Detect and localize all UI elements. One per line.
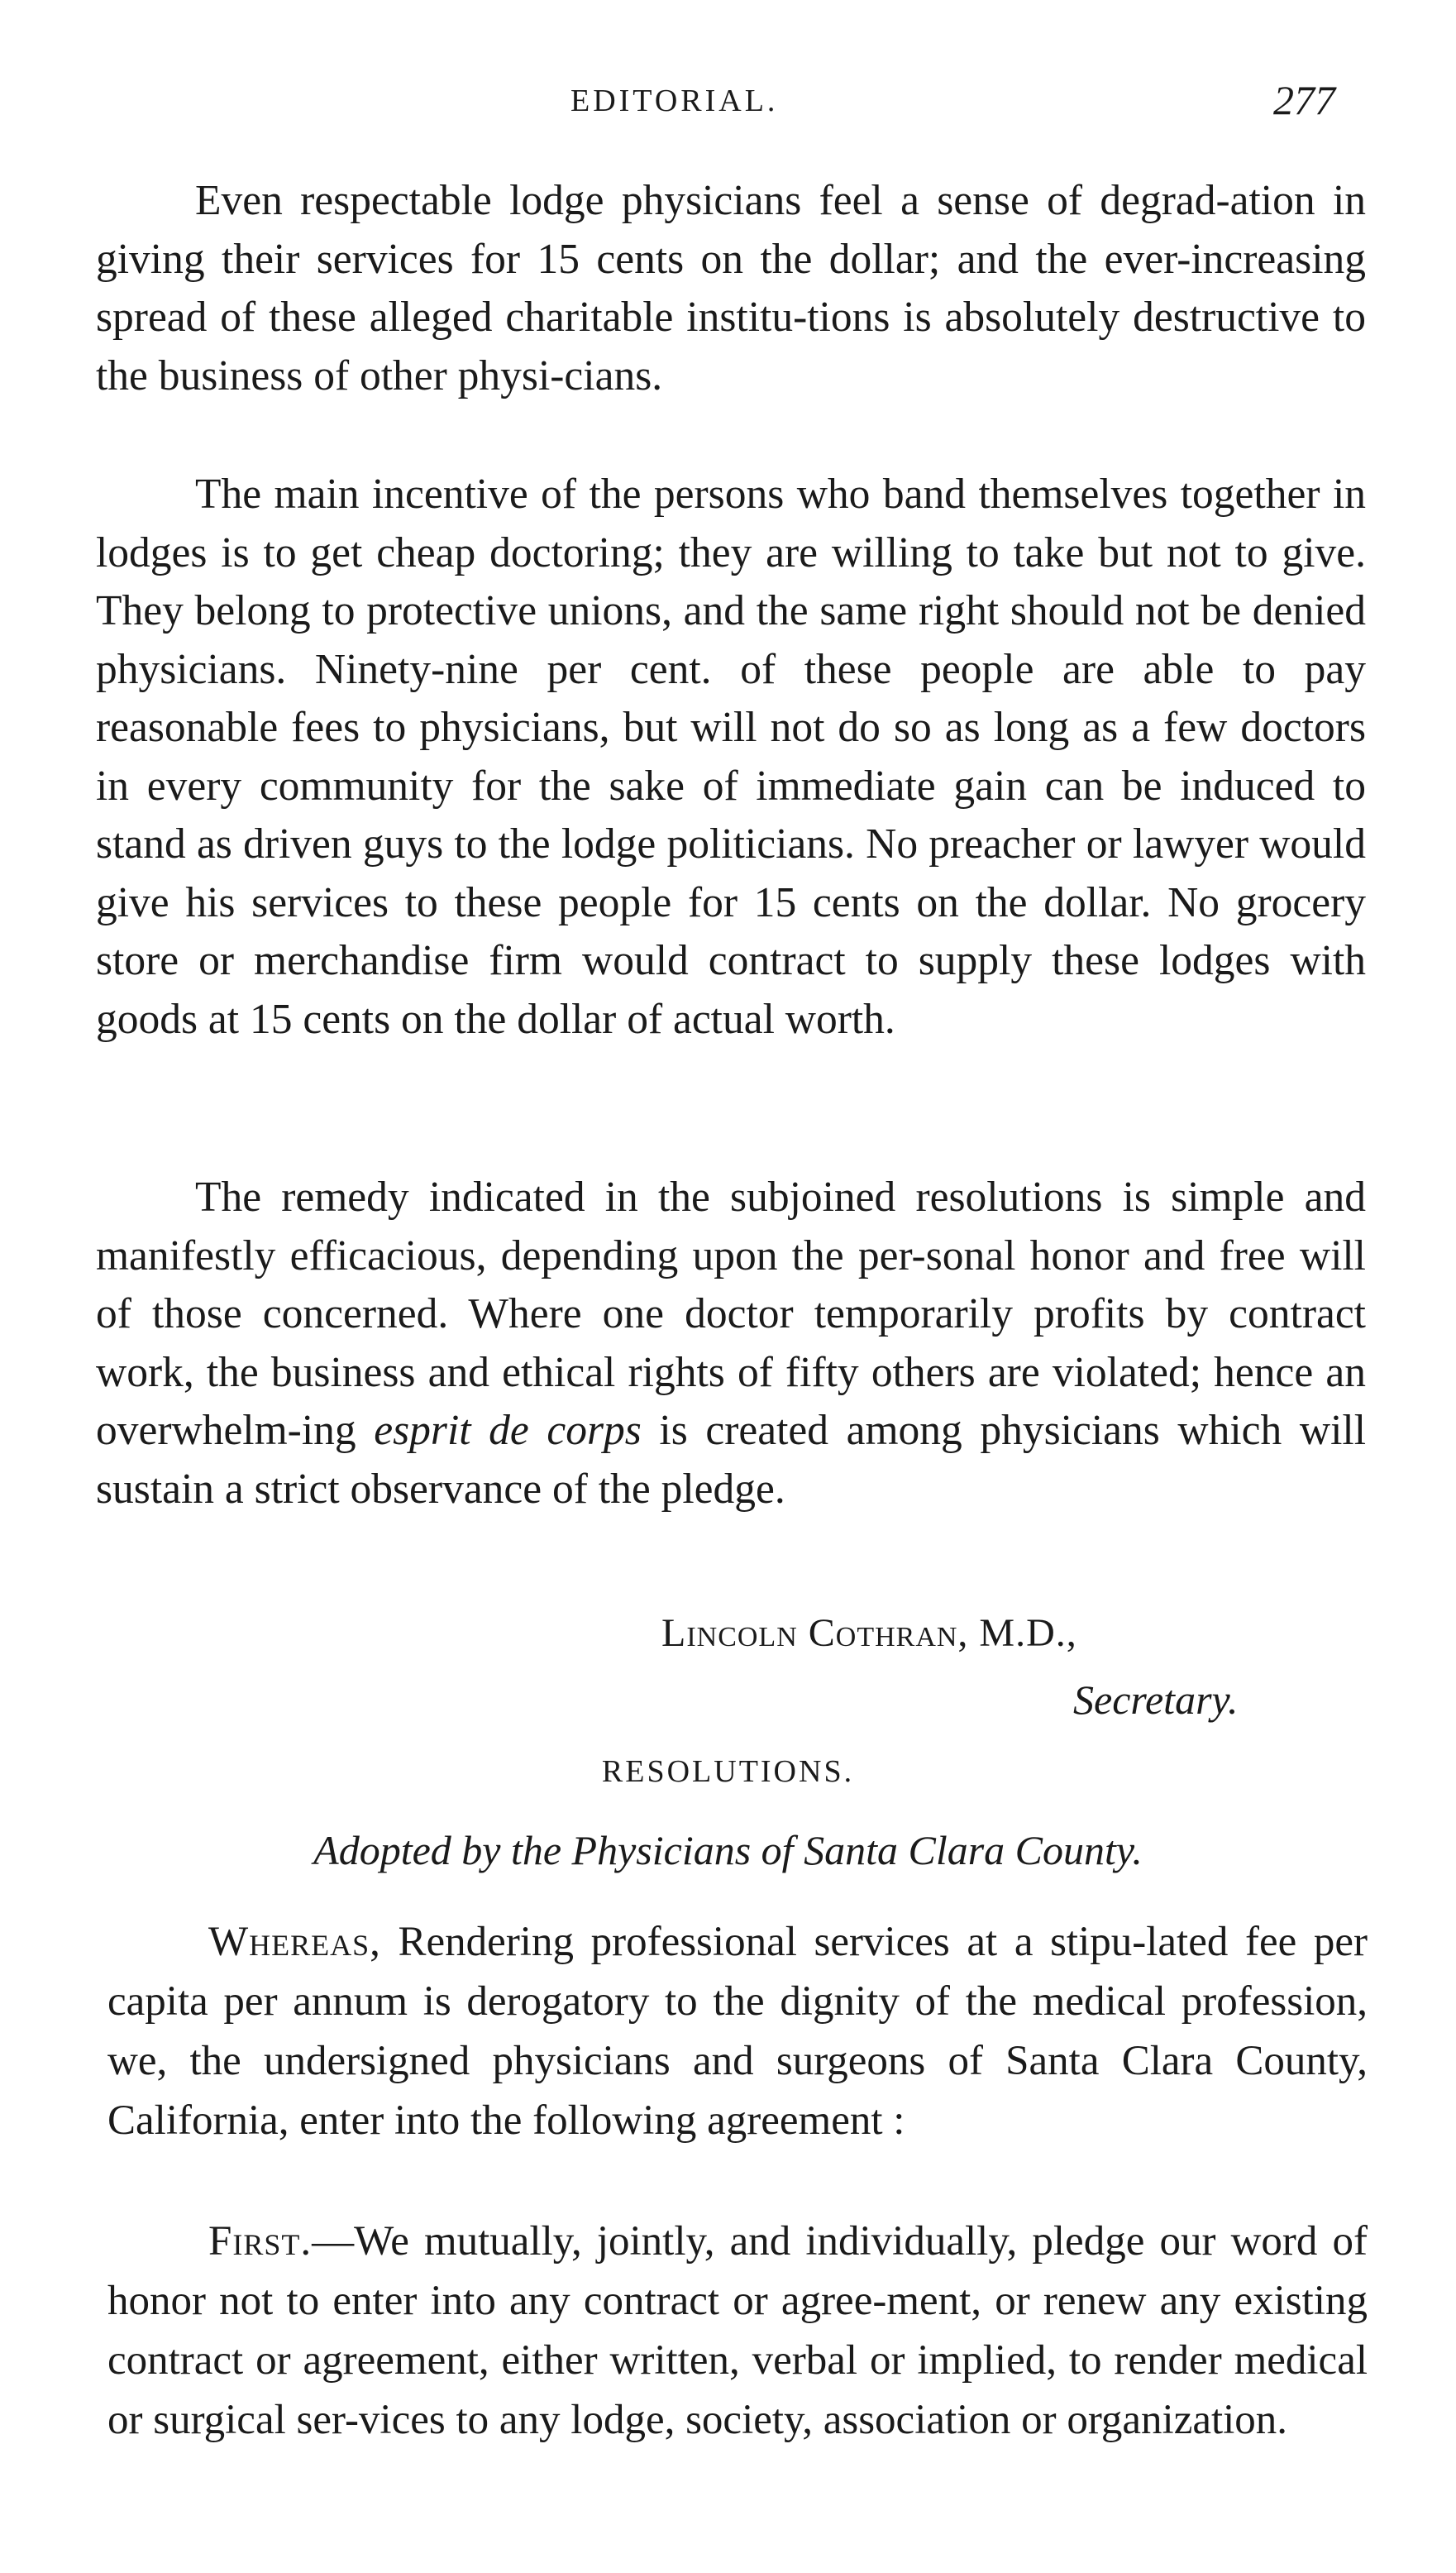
paragraph-text: Even respectable lodge physicians feel a sense of degrad-ation in giving their services for 15 cents on the dollar; and the ever-increasing spread of these alleged charitable institu-tions is absolutely destructive to the business of other physi-cians. [96,177,1366,399]
signature-block [661,1600,1238,1733]
paragraph-text-before: The remedy indicated in the subjoined resolutions is simple and manifestly efficacious, depending upon the per-sonal honor and free will of those concerned. Where one doctor temporarily profits by contract work, the business and ethical rights of fifty others are violated; hence an overwhelm-ing [96,1174,1366,1454]
resolutions-heading: RESOLUTIONS. [601,1754,855,1789]
resolution-first [107,2212,1368,2450]
paragraph-text [96,1169,1366,1518]
running-head [0,77,1456,132]
resolutions-subheading: Adopted by the Physicians of Santa Clara County. [313,1827,1143,1873]
resolution-lead-word: First. [208,2218,313,2265]
resolution-text: Rendering professional services at a stipu-lated fee per capita per annum is derogatory to the dignity of the medical profession, we, the undersigned physicians and surgeons of Santa Clara County, California, enter into the following agreement : [107,1919,1368,2144]
paragraph-text-after: is created among physicians which will sustain a strict observance of the pledge. [96,1407,1367,1513]
resolution-text: —We mutually, jointly, and individually, pledge our word of honor not to enter into any contract or agree-ment, or renew any existing contract or agreement, either written, verbal or implied, to render medical or surgical ser-vices to any lodge, society, association or organization. [107,2218,1368,2443]
running-title: EDITORIAL. [570,84,779,118]
paragraph-text: The main incentive of the persons who band themselves together in lodges is to get cheap doctoring; they are willing to take but not to give. They belong to protective unions, and the same right should not be denied physicians. Ninety-nine per cent. of these people are able to pay reasonable fees to physicians, but will not do so as long as a few doctors in every community for the sake of immediate gain can be induced to stand as driven guys to the lodge politicians. No preacher or lawyer would give his services to these people for 15 cents on the dollar. No grocery store or merchandise firm would contract to supply these lodges with goods at 15 cents on the dollar of actual worth. [96,471,1366,1043]
signature-title: Secretary. [1073,1676,1239,1723]
signature-name: Lincoln Cothran, M.D., [661,1611,1077,1655]
paragraph-incentive [96,466,1366,1049]
page-number: 277 [1273,77,1335,123]
paragraph-degradation [96,172,1366,405]
resolution-whereas [107,1912,1368,2150]
emphasis-esprit-de-corps: esprit de corps [374,1407,642,1454]
resolution-lead-word: Whereas, [208,1919,381,1965]
paragraph-remedy [96,1169,1366,1518]
